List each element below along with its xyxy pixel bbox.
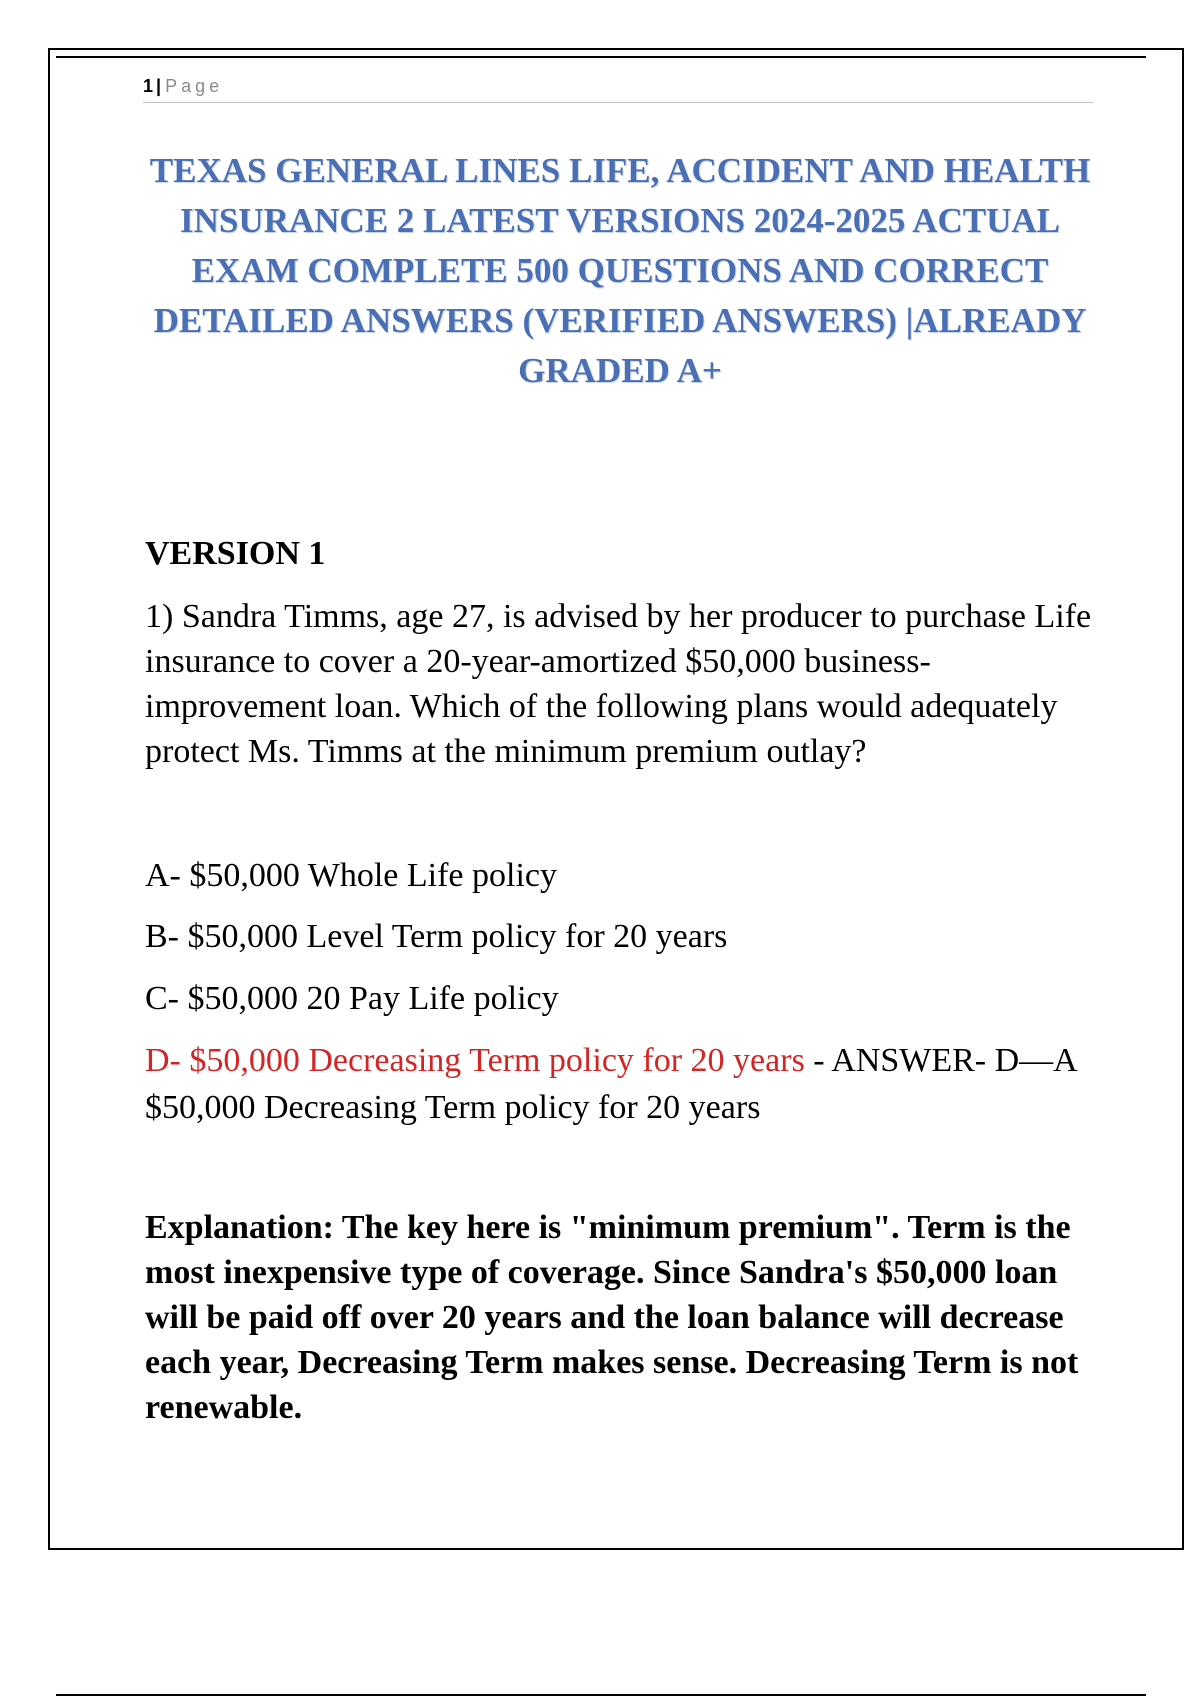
option-c: C- $50,000 20 Pay Life policy xyxy=(145,980,559,1017)
page-number: 1 xyxy=(143,76,154,96)
option-d-correct: D- $50,000 Decreasing Term policy for 20 years xyxy=(145,1042,805,1079)
answer-block xyxy=(145,1037,1105,1131)
version-heading: VERSION 1 xyxy=(145,535,326,572)
document-title: TEXAS GENERAL LINES LIFE, ACCIDENT AND HEALTH INSURANCE 2 LATEST VERSIONS 2024-2025 ACTUAL EXAM COMPLETE 500 QUESTIONS AND CORRECT DETAILED ANSWERS (VERIFIED ANSWERS) |ALREADY GRADED A+ xyxy=(149,151,1091,390)
page-label: Page xyxy=(165,76,224,96)
option-b: B- $50,000 Level Term policy for 20 years xyxy=(145,918,728,955)
question-text: 1) Sandra Timms, age 27, is advised by her producer to purchase Life insurance to cover a 20-year-amortized $50,000 business-improvement loan. Which of the following plans would adequately protect Ms. Timms at the minimum premium outlay? xyxy=(145,598,1092,770)
answer-text: - ANSWER- D—A $50,000 Decreasing Term policy for 20 years xyxy=(145,1042,1076,1126)
page-separator: | xyxy=(156,76,162,96)
page-header xyxy=(143,72,1093,103)
explanation: Explanation: The key here is "minimum premium". Term is the most inexpensive type of coverage. Since Sandra's $50,000 loan will be paid off over 20 years and the loan balance will decrease each year, Decreasing Term makes sense. Decreasing Term is not renewable. xyxy=(145,1209,1079,1426)
bottom-rule xyxy=(56,1694,1146,1696)
option-a: A- $50,000 Whole Life policy xyxy=(145,857,558,894)
top-rule xyxy=(56,56,1146,58)
